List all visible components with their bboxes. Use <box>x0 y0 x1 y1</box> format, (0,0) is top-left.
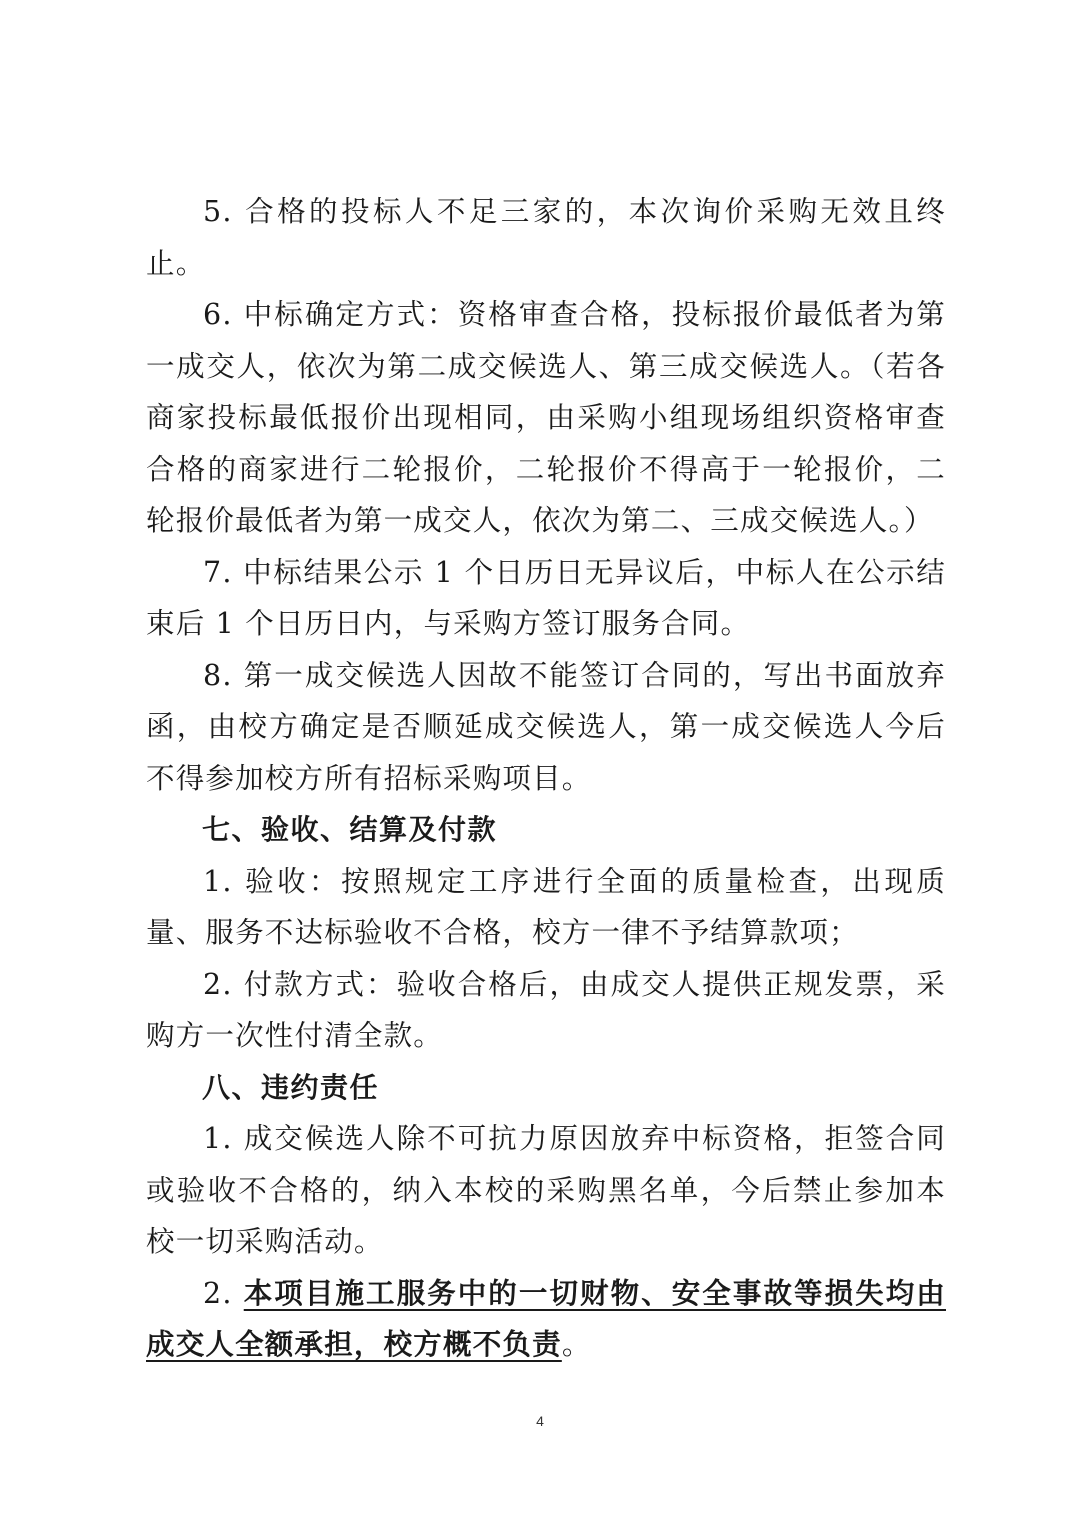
document-body <box>146 186 946 1371</box>
paragraph-item-5: 5. 合格的投标人不足三家的，本次询价采购无效且终止。 <box>146 195 946 280</box>
paragraph-item-6: 6. 中标确定方式：资格审查合格，投标报价最低者为第一成交人，依次为第二成交候选人、第三成交候选人。（若各商家投标最低报价出现相同，由采购小组现场组织资格审查合格的商家进行二轮报价，二轮报价不得高于一轮报价，二轮报价最低者为第一成交人，依次为第二、三成交候选人。） <box>146 298 946 537</box>
liability-paragraph-2 <box>146 1268 946 1371</box>
liability-paragraph-2-period: 。 <box>561 1328 592 1361</box>
liability-paragraph-1: 1. 成交候选人除不可抗力原因放弃中标资格，拒签合同或验收不合格的，纳入本校的采购黑名单，今后禁止参加本校一切采购活动。 <box>146 1122 946 1258</box>
section-heading-acceptance: 七、验收、结算及付款 <box>202 813 498 846</box>
liability-underlined-text: 本项目施工服务中的一切财物、安全事故等损失均由成交人全额承担，校方概不负责 <box>146 1276 946 1361</box>
payment-paragraph-2: 2. 付款方式：验收合格后，由成交人提供正规发票，采购方一次性付清全款。 <box>146 967 946 1052</box>
paragraph-item-7: 7. 中标结果公示 1 个日历日无异议后，中标人在公示结束后 1 个日历日内，与采购方签订服务合同。 <box>146 555 946 640</box>
page-number: 4 <box>536 1413 544 1429</box>
liability-paragraph-2-number: 2. <box>203 1276 244 1310</box>
paragraph-item-8: 8. 第一成交候选人因故不能签订合同的，写出书面放弃函，由校方确定是否顺延成交候选人，第一成交候选人今后不得参加校方所有招标采购项目。 <box>146 658 946 795</box>
acceptance-paragraph-1: 1. 验收：按照规定工序进行全面的质量检查，出现质量、服务不达标验收不合格，校方一律不予结算款项； <box>146 864 946 949</box>
section-heading-liability: 八、违约责任 <box>202 1070 380 1104</box>
